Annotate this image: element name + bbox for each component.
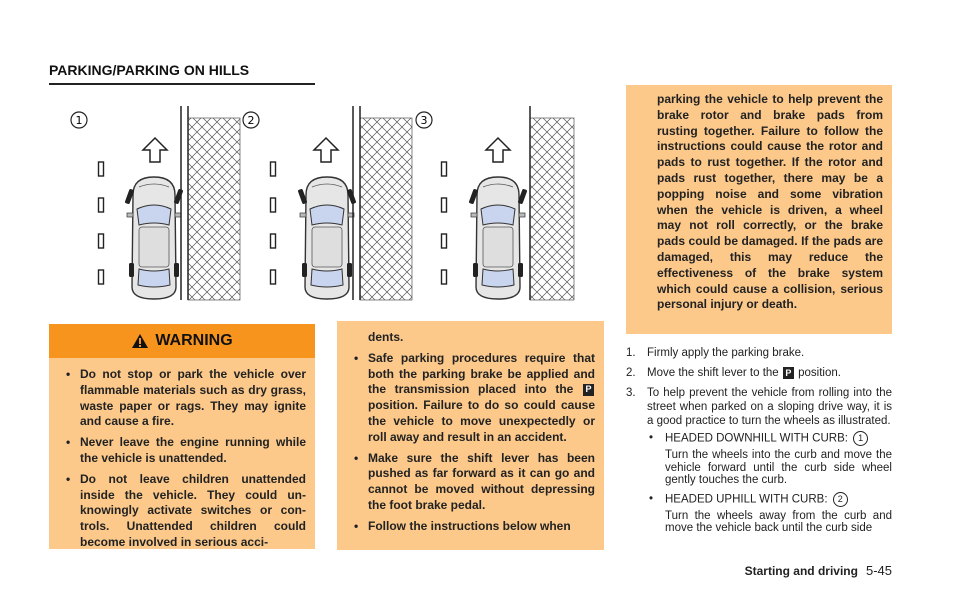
warning-list-continued [346, 351, 595, 535]
warning-title: WARNING [155, 332, 233, 349]
panel-1 [71, 106, 240, 300]
warning-item: • Follow the instructions below when [354, 518, 571, 533]
circled-number-icon: 2 [833, 492, 848, 507]
warning-item: • Never leave the engine running while the vehicle is unattended. [66, 435, 306, 465]
warning-item: • Do not stop or park the vehicle over flammable materials such as dry grass, waste paper or rags. They may ignite and cause a fire. [66, 367, 306, 429]
warning-item: • Do not leave children unattended inside the vehicle. They could unknowingly activate switches or controls. Unattended children could become involved in serious acci- [66, 471, 306, 549]
step-1: 1. Firmly apply the parking brake. [626, 347, 805, 359]
warning-continuation-right [626, 85, 892, 334]
warning-continuation-box [337, 321, 604, 550]
panel-number-1: 1 [75, 114, 83, 127]
warning-item: • Make sure the shift lever has been pushed as far forward as it can go and cannot be moved without depressing the foot brake pedal. [354, 450, 595, 512]
step-3: 3. To help prevent the vehicle from rolling into the street when parked on a sloping drive way, it is a good practice to turn the wheels as illustrated. • HEADED DOWNHILL WITH CURB: 1 Turn the wheels into the curb and move the vehicle forward until the curb side wheel gently touches the curb. • HEADED UPHILL WITH CURB: 2 Turn the wheels away from the curb and move the vehicle back until the curb side [626, 387, 892, 534]
parking-illustration [47, 92, 603, 304]
continued-text: dents. [368, 330, 404, 344]
section-heading: PARKING/PARKING ON HILLS [49, 62, 315, 85]
footer-section: Starting and driving [744, 564, 858, 578]
page-number: 5-45 [865, 563, 892, 578]
park-position-icon: P [783, 367, 794, 379]
panel-number-2: 2 [247, 114, 255, 127]
substep-downhill: • HEADED DOWNHILL WITH CURB: 1 Turn the wheels into the curb and move the vehicle forward until the curb side wheel gently touches the curb. [649, 432, 892, 486]
step-2: 2. Move the shift lever to the P position. [626, 367, 841, 379]
panel-number-3: 3 [420, 114, 428, 127]
park-position-icon: P [583, 384, 594, 396]
circled-number-icon: 1 [853, 431, 868, 446]
warning-box [49, 324, 315, 549]
warning-triangle-icon [131, 333, 149, 349]
page-footer [745, 563, 892, 578]
panel-2 [243, 106, 412, 300]
warning-continued-text: parking the vehicle to help prevent the brake rotor and brake pads from rusting together. Failure to follow the instructions could cause the rotor and pads to rust together. If the rotor and pads rust together, there may be a popping noise and some vibration when the vehicle is driven, a wheel may not roll correctly, or the brake pads could be damaged. If the pads are damaged, this may reduce the effectiveness of the brake system which could cause a collision, serious personal injury or death. [657, 92, 883, 312]
panel-3 [416, 106, 574, 300]
warning-header [49, 324, 315, 358]
procedure-steps [626, 346, 892, 541]
warning-list [49, 358, 315, 549]
warning-item: • Safe parking procedures require that both the parking brake be applied and the transmission placed into the P position. Failure to do so could cause the vehicle to move unexpectedly or roll away and result in an accident. [354, 350, 595, 444]
substep-uphill: • HEADED UPHILL WITH CURB: 2 Turn the wheels away from the curb and move the vehicle back until the curb side [649, 492, 892, 534]
